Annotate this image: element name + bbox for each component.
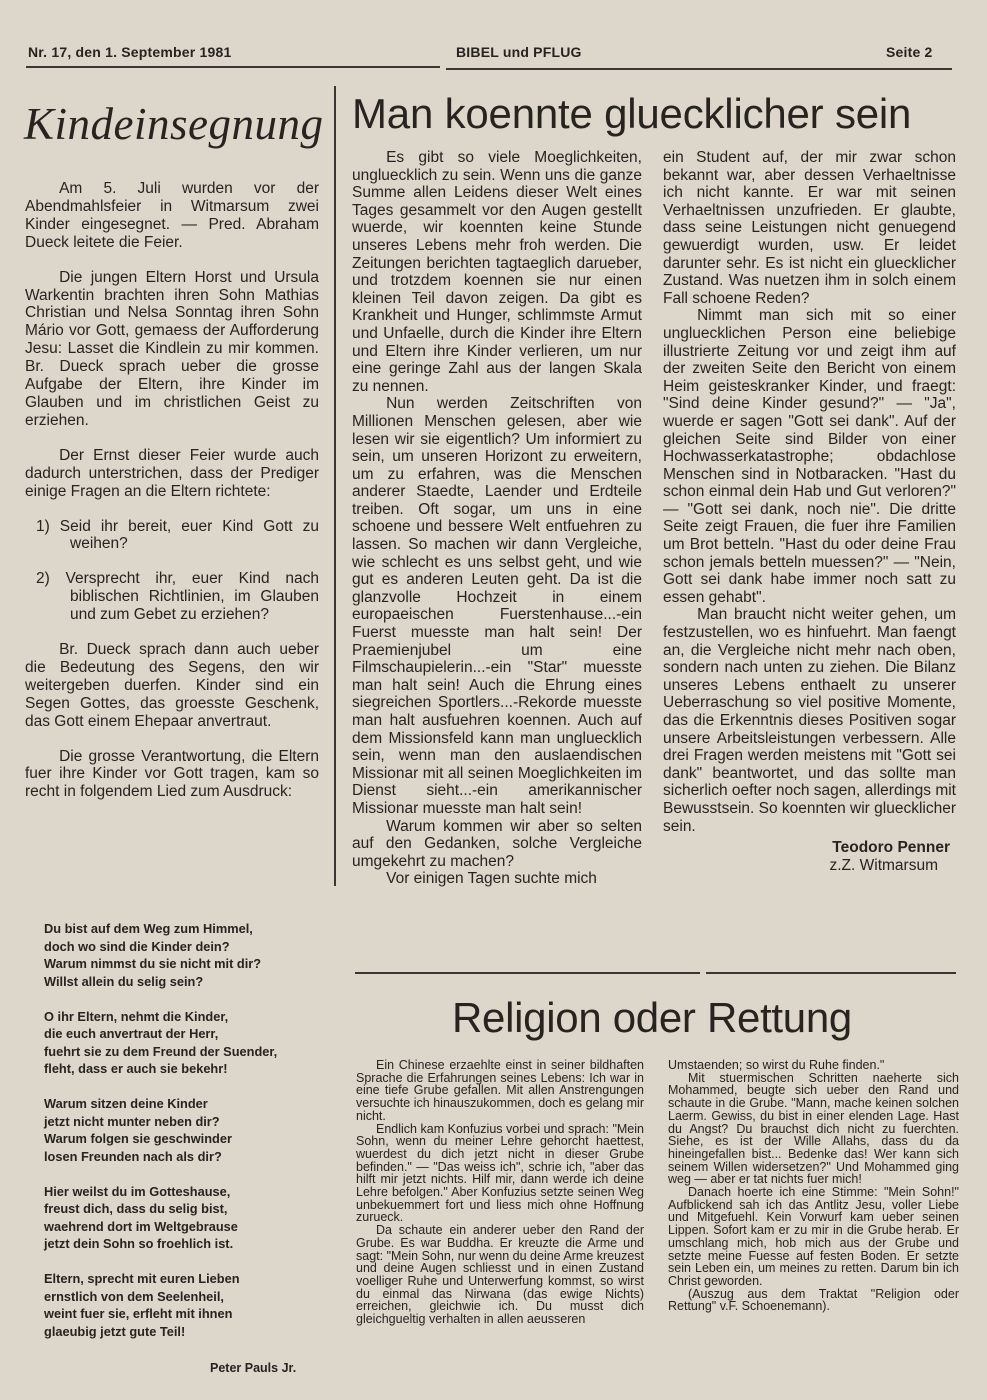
article-title-religion: Religion oder Rettung <box>452 994 852 1041</box>
article-author: Teodoro Penner <box>832 839 950 857</box>
paragraph: Die grosse Verantwortung, die Eltern fuer ihre Kinder vor Gott tragen, kam so recht in folgendem Lied zum Ausdruck: <box>25 747 319 801</box>
question-item: 1) Seid ihr bereit, euer Kind Gott zu weihen? <box>36 517 319 553</box>
poem-line: ernstlich von dem Seelenheil, <box>44 1288 224 1304</box>
issue-date: Nr. 17, den 1. September 1981 <box>28 44 232 60</box>
article-kindeinsegnung-body <box>25 180 319 818</box>
article-title-kindeinsegnung: Kindeinsegnung <box>24 99 324 149</box>
paragraph: Da schaute ein anderer ueber den Rand der Grube. Es war Buddha. Er kreuzte die Arme und sagt: "Mein Sohn, nur wenn du deine Arme kreuzest und deine Augen schliesst und in einen Zustand voelliger Ruhe und Unterwerfung kommst, so wirst du einmal das Nirwana (das ewige Nichts) erreichen, gleichwie ich. Du musst dich gleichgueltig verhalten in allen aeusseren <box>356 1223 644 1327</box>
paragraph: Am 5. Juli wurden vor der Abendmahlsfeier in Witmarsum zwei Kinder eingesegnet. — Pred. Abraham Dueck leitete die Feier. <box>25 180 319 251</box>
poem-line: glaeubig jetzt gute Teil! <box>44 1323 186 1339</box>
poem <box>44 920 324 1358</box>
paragraph: Umstaenden; so wirst du Ruhe finden." <box>668 1058 885 1072</box>
paragraph: (Auszug aus dem Traktat "Religion oder Rettung" v.F. Schoenemann). <box>668 1286 959 1314</box>
poem-line: jetzt dein Sohn so froehlich ist. <box>44 1236 234 1251</box>
paragraph: Die jungen Eltern Horst und Ursula Warkentin brachten ihren Sohn Mathias Christian und Nelsa Sonntag ihren Sohn Mário vor Gott, gemaess der Aufforderung Jesu: Lasset die Kindlein zu mir kommen. Br. Dueck sprach ueber die grosse Aufgabe der Eltern, ihre Kinder im Glauben und im christlichen Geist zu erziehen. <box>25 268 319 429</box>
poem-stanza <box>44 920 324 990</box>
article-title-man-koennte: Man koennte gluecklicher sein <box>352 90 912 137</box>
paragraph: Mit stuermischen Schritten naeherte sich Mohammed, beugte sich ueber den Rand und schaute in die Grube. "Mann, mache keinen solchen Laerm. Gewiss, du bist in einer elenden Lage. Hast du Angst? Du brauchst dich nicht zu fuerchten. Siehe, es ist der Wille Allahs, dass du da hineingefallen bist... Bedenke das! Wer kann sich seinem Willen widersetzen?" Und Mohammed ging weg — aber er tat nichts fuer mich! <box>668 1070 959 1187</box>
question-item: 2) Versprecht ihr, euer Kind nach biblischen Richtlinien, im Glauben und zum Gebet zu erziehen? <box>36 570 319 624</box>
poem-stanza <box>44 1270 324 1340</box>
poem-line: die euch anvertraut der Herr, <box>44 1026 219 1041</box>
poem-line: Eltern, sprecht mit euren Lieben <box>44 1271 240 1286</box>
page-number: Seite 2 <box>886 44 933 60</box>
paragraph: Nimmt man sich mit so einer ungluecklichen Person eine beliebige illustrierte Zeitung vor und zeigt ihm auf der zweiten Seite den Bericht von einem Heim geisteskranker Kinder, und fraegt: "Sind deine Kinder gesund?" — "Ja", wuerde er sagen "Gott sei dank". Auf der gleichen Seite sind Bilder von einer Hochwasserkatastrophe; obdachlose Menschen sind in Notbaracken. "Hast du schon einmal dein Hab und Gut verloren?" — "Gott sei dank, noch nie". Die dritte Seite zeigt Frauen, die fuer ihre Familien um Brot betteln. "Hast du oder deine Frau schon jemals betteln muessen?" — "Nein, Gott sei dank habe immer noch satt zu essen gehabt". <box>663 307 956 606</box>
paragraph: Nun werden Zeitschriften von Millionen Menschen gelesen, aber wie lesen wir sie eigentlich? Um informiert zu sein, um unseren Horizont zu erweitern, um zu erfahren, was die Menschen anderer Staedte, Laender und Erdteile treiben. Oft sogar, um uns in eine schoene und bessere Welt entfuehren zu lassen. So machen wir dann Vergleiche, wie schlecht es uns selbst geht, und wie gut es anderen Leuten geht. Da ist die glanzvolle Hochzeit in einem europaeischen Fuerstenhause...-ein Fuerst muesste man halt sein! Der Praemienjubel um eine Filmschaupielerin...-ein "Star" muesste man halt sein! Auch die Ehrung eines siegreichen Sportlers...-Rekorde muesste man halt ausfuehren koennen. Auch auf dem Missionsfeld kann man ungluecklich sein, wenn man den auslaendischen Missionar mit all seinen Moeglichkeiten im Dienst sieht...-ein amerikannischer Missionar muesste man halt sein! <box>352 395 642 817</box>
paragraph: Der Ernst dieser Feier wurde auch dadurch unterstrichen, dass der Prediger einige Fragen an die Eltern richtete: <box>25 446 319 500</box>
paragraph: Br. Dueck sprach dann auch ueber die Bedeutung des Segens, den wir weitergeben duerfen. Kinder sind ein Segen Gottes, das groesste Geschenk, das Gott einem Ehepaar anvertraut. <box>25 641 319 730</box>
paragraph: Danach hoerte ich eine Stimme: "Mein Sohn!" Aufblickend sah ich das Antlitz Jesu, voller Liebe und Mitgefuehl. Kein Vorwurf kam ueber seinen Lippen. Sofort kam er zu mir in die Grube herab. Er umschlang mich, hob mich aus der Grube und setzte meine Fuesse auf festen Boden. Er setzte sein Leben ein, um meines zu retten. Darum bin ich Christ geworden. <box>668 1185 959 1288</box>
poem-line: Warum folgen sie geschwinder <box>44 1131 232 1146</box>
question-list <box>25 518 319 625</box>
poem-line: waehrend dort im Weltgebrause <box>44 1218 238 1234</box>
poem-stanza <box>44 1183 324 1253</box>
poem-line: Warum sitzen deine Kinder <box>44 1096 208 1111</box>
paragraph: Warum kommen wir aber so selten auf den Gedanken, solche Vergleiche umgekehrt zu machen? <box>352 817 642 870</box>
author-location: z.Z. Witmarsum <box>829 856 938 874</box>
poem-line: Warum nimmst du sie nicht mit dir? <box>44 956 262 971</box>
article-man-koennte-col2 <box>663 149 956 874</box>
section-rule-left <box>355 972 700 974</box>
paragraph: Ein Chinese erzaehlte einst in seiner bildhaften Sprache die Erfahrungen seines Lebens: Ich war in eine tiefe Grube gefallen. Mit allen Anstrengungen versuchte ich hinauszukommen, doch es gelang mir nicht. <box>356 1058 644 1123</box>
poem-line: doch wo sind die Kinder dein? <box>44 938 230 954</box>
header-rule-right <box>446 68 952 70</box>
poem-line: Du bist auf dem Weg zum Himmel, <box>44 921 253 936</box>
paragraph: Vor einigen Tagen suchte mich <box>386 870 597 888</box>
poem-line: O ihr Eltern, nehmt die Kinder, <box>44 1008 229 1024</box>
paragraph: ein Student auf, der mir zwar schon bekannt war, aber dessen Verhaeltnisse ich nicht kannte. Er war mit seinen Verhaeltnissen unzufrieden. Er glaubte, dass seine Leistungen nicht genuegend gewuerdigt wurden, usw. Er leidet darunter sehr. Es ist nicht ein gluecklicher Zustand. Was nuetzen ihm in solch einem Fall schoene Reden? <box>663 149 956 307</box>
poem-line: freust dich, dass du selig bist, <box>44 1201 228 1216</box>
poem-line: Willst allein du selig sein? <box>44 973 204 989</box>
paragraph: Es gibt so viele Moeglichkeiten, ungluecklich zu sein. Wenn uns die ganze Summe allen Leidens dieser Welt eines Tages gesammelt vor den Augen gestellt wuerde, wir koennten keine Stunde unseres Lebens mehr froh werden. Die Zeitungen berichten tagtaeglich darueber, und trotzdem koennen sie nur einen kleinen Teil davon zeigen. Da gibt es Krankheit und Hunger, schlimmste Armut und Unfaelle, durch die Kinder ihre Eltern und Eltern ihre Kinder verlieren, um nur eine geringe Zahl aus der langen Skala zu nennen. <box>352 149 642 395</box>
poem-line: jetzt nicht munter neben dir? <box>44 1113 220 1129</box>
poem-line: fleht, dass er auch sie bekehr! <box>44 1061 228 1076</box>
poem-line: weint fuer sie, erfleht mit ihnen <box>44 1306 233 1321</box>
paragraph: Endlich kam Konfuzius vorbei und sprach: "Mein Sohn, wenn du meiner Lehre gehorcht haettest, wuerdest du dich jetzt nicht in dieser Grube befinden." — "Das weiss ich", schrie ich, "aber das hilft mir jetzt nichts. Hilf mir, dann werde ich deine Lehre befolgen." Aber Konfuzius setzte seinen Weg unbekuemmert fort und liess mich ohne Hoffnung zurueck. <box>356 1121 644 1225</box>
article-author: Peter Pauls Jr. <box>210 1361 297 1375</box>
poem-line: losen Freunden nach als dir? <box>44 1148 222 1164</box>
column-divider <box>334 86 336 886</box>
section-rule-right <box>706 972 956 974</box>
article-man-koennte-col1 <box>352 149 642 888</box>
paragraph: Man braucht nicht weiter gehen, um festzustellen, wo es hinfuehrt. Man faengt an, die Vergleiche nicht mehr nach oben, sondern nach unten zu ziehen. Die Bilanz unseres Lebens enthaelt zu unserer Ueberraschung so viel positive Momente, das die Erkenntnis dieses Positiven sogar unsere Arbeitsleistungen verbessern. Alle drei Fragen werden meistens mit "Gott sei dank" beantwortet, und das sollte man sicherlich oefter noch sagen, allerdings mit Bewusstsein. So koennten wir gluecklicher sein. <box>663 606 956 835</box>
header-rule-left <box>26 66 440 68</box>
publication-name: BIBEL und PFLUG <box>456 44 582 60</box>
article-religion-col1 <box>356 1059 644 1326</box>
article-religion-col2 <box>668 1059 959 1313</box>
poem-stanza <box>44 1008 324 1078</box>
poem-stanza <box>44 1095 324 1165</box>
poem-line: Hier weilst du im Gotteshause, <box>44 1183 231 1199</box>
poem-line: fuehrt sie zu dem Freund der Suender, <box>44 1043 278 1059</box>
